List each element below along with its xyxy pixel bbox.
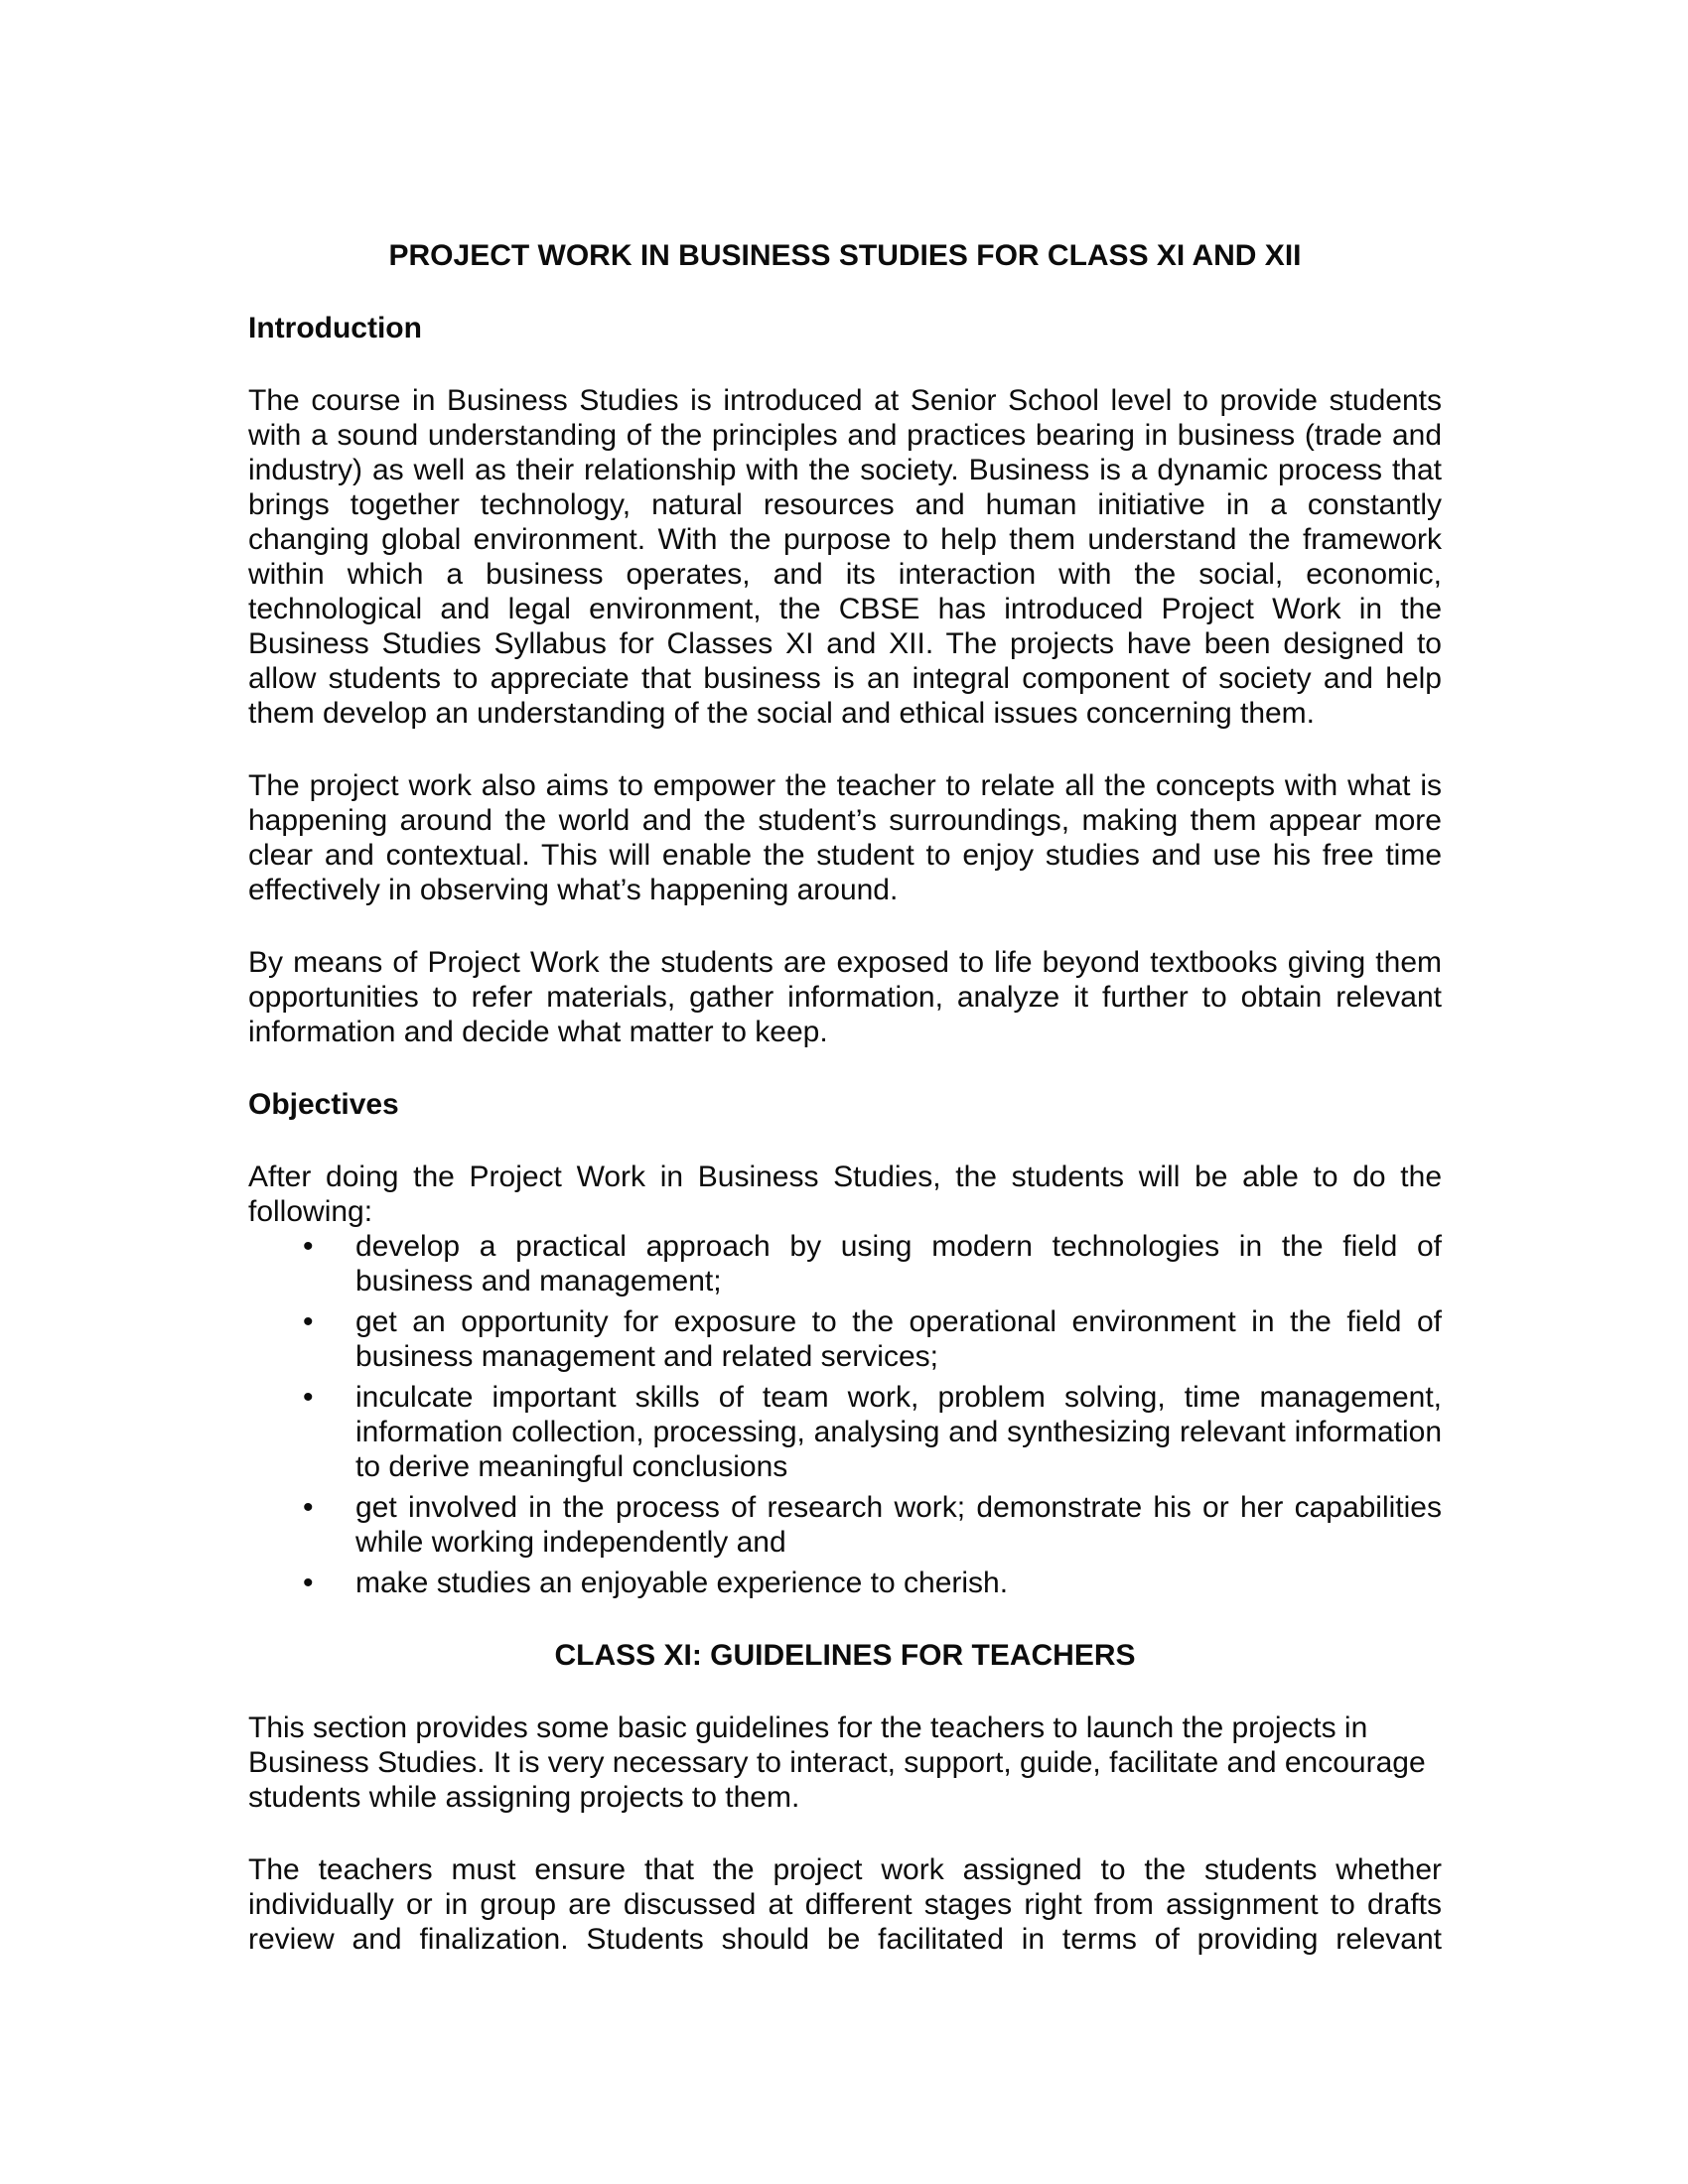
section-heading-class-xi-guidelines: CLASS XI: GUIDELINES FOR TEACHERS [554, 1639, 1136, 1672]
bullet-icon: • [303, 1381, 314, 1414]
objectives-list [248, 1229, 1442, 1600]
introduction-paragraph-2: The project work also aims to empower the teacher to relate all the concepts with what is happening around the world and the student’s surroundings, making them appear more clear and contextual. This will enable the student to enjoy studies and use his free time effectively in observing what’s happening around. [248, 769, 1442, 906]
guidelines-paragraph-1: This section provides some basic guidelines for the teachers to launch the projects in Business Studies. It is very necessary to interact, support, guide, facilitate and encourage students while assigning projects to them. [248, 1711, 1426, 1814]
list-item [248, 1229, 1442, 1298]
section-heading-objectives: Objectives [248, 1088, 399, 1121]
introduction-paragraph-3: By means of Project Work the students are exposed to life beyond textbooks giving them opportunities to refer materials, gather information, analyze it further to obtain relevant information and decide what matter to keep. [248, 946, 1442, 1048]
section-heading-introduction: Introduction [248, 312, 422, 344]
list-item [248, 1566, 1442, 1600]
list-item-text: make studies an enjoyable experience to cherish. [355, 1567, 1009, 1599]
list-item-text: develop a practical approach by using modern technologies in the field of business and management; [355, 1230, 1442, 1297]
list-item [248, 1380, 1442, 1484]
bullet-icon: • [303, 1230, 314, 1263]
list-item-text: get an opportunity for exposure to the operational environment in the field of business management and related services; [355, 1305, 1442, 1373]
bullet-icon: • [303, 1567, 314, 1599]
objectives-intro-paragraph: After doing the Project Work in Business Studies, the students will be able to do the following: [248, 1160, 1442, 1228]
document-title: PROJECT WORK IN BUSINESS STUDIES FOR CLASS XI AND XII [388, 239, 1302, 272]
list-item-text: inculcate important skills of team work, problem solving, time management, information collection, processing, analysing and synthesizing relevant information to derive meaningful conclusions [355, 1381, 1442, 1483]
list-item [248, 1490, 1442, 1560]
bullet-icon: • [303, 1491, 314, 1524]
introduction-paragraph-1: The course in Business Studies is introduced at Senior School level to provide students with a sound understanding of the principles and practices bearing in business (trade and industry) as well as their relationship with the society. Business is a dynamic process that brings together technology, natural resources and human initiative in a constantly changing global environment. With the purpose to help them understand the framework within which a business operates, and its interaction with the social, economic, technological and legal environment, the CBSE has introduced Project Work in the Business Studies Syllabus for Classes XI and XII. The projects have been designed to allow students to appreciate that business is an integral component of society and help them develop an understanding of the social and ethical issues concerning them. [248, 384, 1442, 730]
bullet-icon: • [303, 1305, 314, 1338]
guidelines-paragraph-2: The teachers must ensure that the project work assigned to the students whether individually or in group are discussed at different stages right from assignment to drafts review and finalization. Students should be facilitated in terms of providing relevant [248, 1853, 1442, 1956]
list-item [248, 1304, 1442, 1374]
list-item-text: get involved in the process of research work; demonstrate his or her capabilities while working independently and [355, 1491, 1442, 1559]
